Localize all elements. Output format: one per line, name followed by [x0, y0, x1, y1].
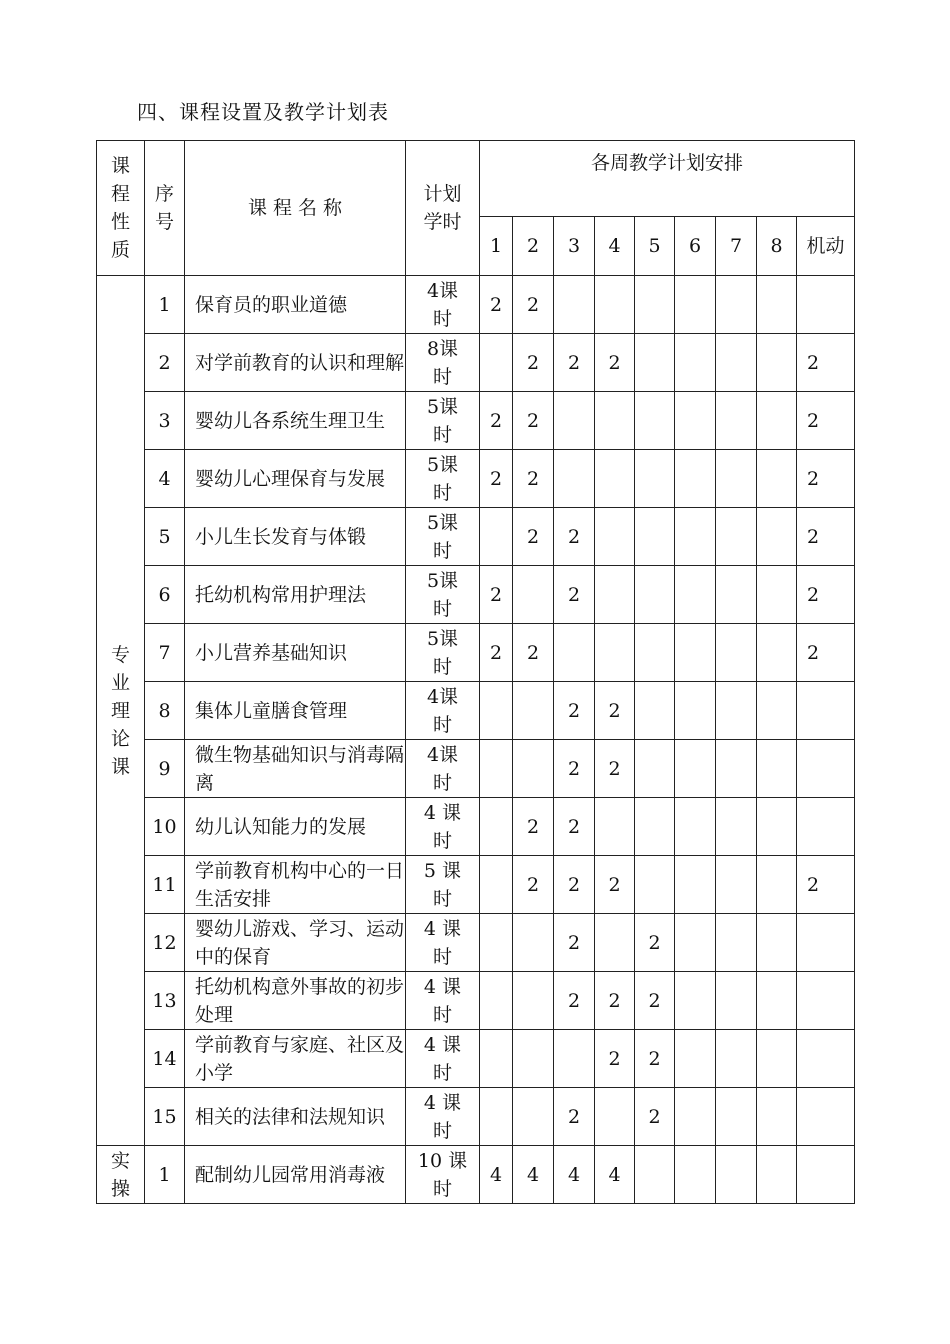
planned-hours-cell: [406, 972, 480, 1030]
header-week-2: 2: [513, 217, 554, 276]
week-6-cell: [675, 508, 716, 566]
week-7-cell: [716, 972, 757, 1030]
week-9-cell: 2: [797, 856, 855, 914]
seq-cell: 8: [145, 682, 185, 740]
week-8-cell: [757, 972, 797, 1030]
course-name-cell: 学前教育机构中心的一日生活安排: [185, 856, 406, 914]
week-9-cell: 2: [797, 334, 855, 392]
week-7-cell: [716, 566, 757, 624]
planned-hours-cell: [406, 798, 480, 856]
week-1-cell: [480, 682, 513, 740]
week-4-cell: [595, 450, 635, 508]
week-5-cell: [635, 1146, 675, 1204]
planned-hours-text: 5课时: [426, 569, 459, 620]
header-weekly-plan: 各周教学计划安排: [480, 141, 855, 217]
week-5-cell: [635, 740, 675, 798]
header-week-3: 3: [554, 217, 595, 276]
planned-hours-text: 4 课时: [423, 975, 462, 1026]
week-8-cell: [757, 392, 797, 450]
week-8-cell: [757, 914, 797, 972]
planned-hours-text: 5课时: [426, 395, 459, 446]
week-6-cell: [675, 798, 716, 856]
table-row: [97, 798, 855, 856]
week-4-cell: [595, 566, 635, 624]
week-7-cell: [716, 276, 757, 334]
table-row: [97, 1146, 855, 1204]
week-3-cell: 2: [554, 972, 595, 1030]
week-8-cell: [757, 624, 797, 682]
table-row: [97, 682, 855, 740]
seq-cell: 13: [145, 972, 185, 1030]
planned-hours-text: 5课时: [426, 627, 459, 678]
table-row: [97, 740, 855, 798]
course-name-cell: 小儿生长发育与体锻: [185, 508, 406, 566]
week-5-cell: [635, 276, 675, 334]
planned-hours-cell: [406, 334, 480, 392]
week-1-cell: [480, 914, 513, 972]
week-4-cell: [595, 1088, 635, 1146]
course-name-cell: 学前教育与家庭、社区及小学: [185, 1030, 406, 1088]
week-3-cell: 2: [554, 856, 595, 914]
table-row: [97, 334, 855, 392]
planned-hours-cell: [406, 624, 480, 682]
week-5-cell: [635, 856, 675, 914]
week-7-cell: [716, 1088, 757, 1146]
header-planned-hours-text: 计划学时: [423, 183, 462, 233]
week-2-cell: 2: [513, 508, 554, 566]
table-row: [97, 508, 855, 566]
week-1-cell: 2: [480, 566, 513, 624]
week-4-cell: [595, 392, 635, 450]
week-7-cell: [716, 334, 757, 392]
header-week-6: 6: [675, 217, 716, 276]
week-5-cell: [635, 392, 675, 450]
week-5-cell: [635, 798, 675, 856]
week-1-cell: [480, 798, 513, 856]
week-6-cell: [675, 972, 716, 1030]
week-1-cell: [480, 1030, 513, 1088]
week-5-cell: [635, 334, 675, 392]
planned-hours-text: 4课时: [426, 743, 459, 794]
seq-cell: 7: [145, 624, 185, 682]
week-5-cell: [635, 508, 675, 566]
seq-cell: 12: [145, 914, 185, 972]
seq-cell: 1: [145, 1146, 185, 1204]
week-2-cell: 2: [513, 334, 554, 392]
course-name-cell: 集体儿童膳食管理: [185, 682, 406, 740]
week-8-cell: [757, 566, 797, 624]
table-row: [97, 450, 855, 508]
header-week-7: 7: [716, 217, 757, 276]
week-1-cell: 2: [480, 392, 513, 450]
planned-hours-text: 4 课时: [423, 1091, 462, 1142]
planned-hours-cell: [406, 1088, 480, 1146]
week-4-cell: [595, 914, 635, 972]
seq-cell: 11: [145, 856, 185, 914]
week-6-cell: [675, 1146, 716, 1204]
course-nature-cell: [97, 276, 145, 1146]
week-9-cell: [797, 972, 855, 1030]
course-nature-text: 专业理论课: [111, 643, 131, 778]
planned-hours-cell: [406, 508, 480, 566]
course-name-cell: 相关的法律和法规知识: [185, 1088, 406, 1146]
week-6-cell: [675, 450, 716, 508]
week-2-cell: 2: [513, 624, 554, 682]
week-2-cell: [513, 566, 554, 624]
week-2-cell: [513, 1088, 554, 1146]
week-5-cell: [635, 624, 675, 682]
table-row: [97, 1030, 855, 1088]
week-8-cell: [757, 798, 797, 856]
week-2-cell: 4: [513, 1146, 554, 1204]
table-row: [97, 276, 855, 334]
week-4-cell: 2: [595, 682, 635, 740]
week-2-cell: [513, 1030, 554, 1088]
week-9-cell: 2: [797, 508, 855, 566]
course-name-cell: 幼儿认知能力的发展: [185, 798, 406, 856]
week-8-cell: [757, 856, 797, 914]
week-3-cell: [554, 276, 595, 334]
course-name-cell: 微生物基础知识与消毒隔离: [185, 740, 406, 798]
planned-hours-text: 4 课时: [423, 917, 462, 968]
week-3-cell: 2: [554, 1088, 595, 1146]
course-name-cell: 配制幼儿园常用消毒液: [185, 1146, 406, 1204]
header-week-1: 1: [480, 217, 513, 276]
course-name-cell: 保育员的职业道德: [185, 276, 406, 334]
page-heading: 四、课程设置及教学计划表: [137, 100, 389, 124]
week-2-cell: 2: [513, 392, 554, 450]
week-2-cell: [513, 740, 554, 798]
planned-hours-text: 4 课时: [423, 801, 462, 852]
header-week-5: 5: [635, 217, 675, 276]
course-name-cell: 婴幼儿心理保育与发展: [185, 450, 406, 508]
week-3-cell: [554, 392, 595, 450]
teaching-plan-table: [96, 140, 855, 1204]
week-2-cell: 2: [513, 798, 554, 856]
week-6-cell: [675, 392, 716, 450]
seq-cell: 14: [145, 1030, 185, 1088]
planned-hours-cell: [406, 740, 480, 798]
header-seq-text: 序号: [155, 183, 175, 233]
week-6-cell: [675, 566, 716, 624]
week-6-cell: [675, 624, 716, 682]
course-name-cell: 婴幼儿游戏、学习、运动中的保育: [185, 914, 406, 972]
week-3-cell: 2: [554, 566, 595, 624]
week-3-cell: 2: [554, 682, 595, 740]
week-8-cell: [757, 1146, 797, 1204]
week-2-cell: [513, 914, 554, 972]
week-1-cell: [480, 972, 513, 1030]
week-9-cell: [797, 740, 855, 798]
week-4-cell: 2: [595, 856, 635, 914]
week-7-cell: [716, 682, 757, 740]
planned-hours-text: 5课时: [426, 511, 459, 562]
week-2-cell: [513, 682, 554, 740]
week-9-cell: [797, 1030, 855, 1088]
week-8-cell: [757, 450, 797, 508]
table-row: [97, 392, 855, 450]
planned-hours-cell: [406, 450, 480, 508]
week-7-cell: [716, 624, 757, 682]
table-row: [97, 856, 855, 914]
seq-cell: 15: [145, 1088, 185, 1146]
planned-hours-cell: [406, 856, 480, 914]
planned-hours-cell: [406, 1146, 480, 1204]
seq-cell: 3: [145, 392, 185, 450]
header-week-9: 机动: [797, 217, 855, 276]
week-1-cell: 4: [480, 1146, 513, 1204]
week-4-cell: 2: [595, 972, 635, 1030]
seq-cell: 2: [145, 334, 185, 392]
week-3-cell: [554, 1030, 595, 1088]
week-1-cell: [480, 740, 513, 798]
seq-cell: 5: [145, 508, 185, 566]
week-6-cell: [675, 276, 716, 334]
header-seq: [145, 141, 185, 276]
planned-hours-text: 5课时: [426, 453, 459, 504]
week-7-cell: [716, 1146, 757, 1204]
planned-hours-text: 10 课时: [417, 1149, 468, 1200]
course-name-cell: 婴幼儿各系统生理卫生: [185, 392, 406, 450]
week-3-cell: 2: [554, 508, 595, 566]
week-4-cell: [595, 798, 635, 856]
week-4-cell: 2: [595, 740, 635, 798]
planned-hours-text: 8课时: [426, 337, 459, 388]
course-nature-cell: [97, 1146, 145, 1204]
header-course-nature-text: 课程性质: [111, 155, 131, 261]
week-6-cell: [675, 682, 716, 740]
header-week-4: 4: [595, 217, 635, 276]
course-name-cell: 托幼机构意外事故的初步处理: [185, 972, 406, 1030]
week-2-cell: 2: [513, 856, 554, 914]
table-row: [97, 566, 855, 624]
week-2-cell: 2: [513, 276, 554, 334]
week-4-cell: [595, 276, 635, 334]
week-3-cell: [554, 624, 595, 682]
week-9-cell: [797, 1146, 855, 1204]
week-9-cell: 2: [797, 624, 855, 682]
week-9-cell: 2: [797, 392, 855, 450]
week-5-cell: [635, 682, 675, 740]
week-8-cell: [757, 1088, 797, 1146]
seq-cell: 10: [145, 798, 185, 856]
planned-hours-cell: [406, 566, 480, 624]
week-6-cell: [675, 1030, 716, 1088]
week-1-cell: [480, 508, 513, 566]
week-2-cell: 2: [513, 450, 554, 508]
header-planned-hours: [406, 141, 480, 276]
planned-hours-cell: [406, 1030, 480, 1088]
week-5-cell: 2: [635, 914, 675, 972]
seq-cell: 1: [145, 276, 185, 334]
week-7-cell: [716, 1030, 757, 1088]
planned-hours-text: 4课时: [426, 279, 459, 330]
planned-hours-text: 5 课时: [423, 859, 462, 910]
week-1-cell: [480, 856, 513, 914]
week-3-cell: [554, 450, 595, 508]
seq-cell: 9: [145, 740, 185, 798]
course-name-cell: 小儿营养基础知识: [185, 624, 406, 682]
week-2-cell: [513, 972, 554, 1030]
week-6-cell: [675, 1088, 716, 1146]
week-7-cell: [716, 798, 757, 856]
week-4-cell: 2: [595, 1030, 635, 1088]
week-6-cell: [675, 914, 716, 972]
week-8-cell: [757, 508, 797, 566]
week-9-cell: [797, 914, 855, 972]
planned-hours-cell: [406, 914, 480, 972]
course-nature-text: 实操: [111, 1149, 131, 1200]
week-1-cell: [480, 1088, 513, 1146]
week-6-cell: [675, 856, 716, 914]
header-course-nature: [97, 141, 145, 276]
week-5-cell: 2: [635, 1088, 675, 1146]
week-3-cell: 2: [554, 334, 595, 392]
week-7-cell: [716, 740, 757, 798]
week-9-cell: [797, 682, 855, 740]
week-4-cell: 2: [595, 334, 635, 392]
week-1-cell: 2: [480, 450, 513, 508]
table-row: [97, 624, 855, 682]
week-4-cell: 4: [595, 1146, 635, 1204]
week-8-cell: [757, 740, 797, 798]
header-course-name: 课 程 名 称: [185, 141, 406, 276]
week-8-cell: [757, 276, 797, 334]
week-5-cell: [635, 450, 675, 508]
week-9-cell: 2: [797, 450, 855, 508]
week-3-cell: 2: [554, 914, 595, 972]
week-3-cell: 4: [554, 1146, 595, 1204]
week-8-cell: [757, 1030, 797, 1088]
week-3-cell: 2: [554, 798, 595, 856]
week-1-cell: 2: [480, 276, 513, 334]
week-8-cell: [757, 334, 797, 392]
week-7-cell: [716, 392, 757, 450]
course-name-cell: 托幼机构常用护理法: [185, 566, 406, 624]
header-week-8: 8: [757, 217, 797, 276]
plan-body: [97, 276, 855, 1204]
week-6-cell: [675, 740, 716, 798]
seq-cell: 6: [145, 566, 185, 624]
week-7-cell: [716, 450, 757, 508]
week-7-cell: [716, 856, 757, 914]
week-7-cell: [716, 508, 757, 566]
week-5-cell: 2: [635, 1030, 675, 1088]
planned-hours-text: 4 课时: [423, 1033, 462, 1084]
week-9-cell: [797, 276, 855, 334]
week-6-cell: [675, 334, 716, 392]
week-5-cell: 2: [635, 972, 675, 1030]
week-1-cell: [480, 334, 513, 392]
week-5-cell: [635, 566, 675, 624]
table-row: [97, 914, 855, 972]
planned-hours-cell: [406, 682, 480, 740]
week-4-cell: [595, 508, 635, 566]
week-9-cell: [797, 798, 855, 856]
planned-hours-cell: [406, 392, 480, 450]
course-name-cell: 对学前教育的认识和理解: [185, 334, 406, 392]
week-1-cell: 2: [480, 624, 513, 682]
week-8-cell: [757, 682, 797, 740]
week-3-cell: 2: [554, 740, 595, 798]
week-9-cell: [797, 1088, 855, 1146]
week-4-cell: [595, 624, 635, 682]
week-9-cell: 2: [797, 566, 855, 624]
table-row: [97, 1088, 855, 1146]
planned-hours-text: 4课时: [426, 685, 459, 736]
seq-cell: 4: [145, 450, 185, 508]
week-7-cell: [716, 914, 757, 972]
planned-hours-cell: [406, 276, 480, 334]
table-row: [97, 972, 855, 1030]
